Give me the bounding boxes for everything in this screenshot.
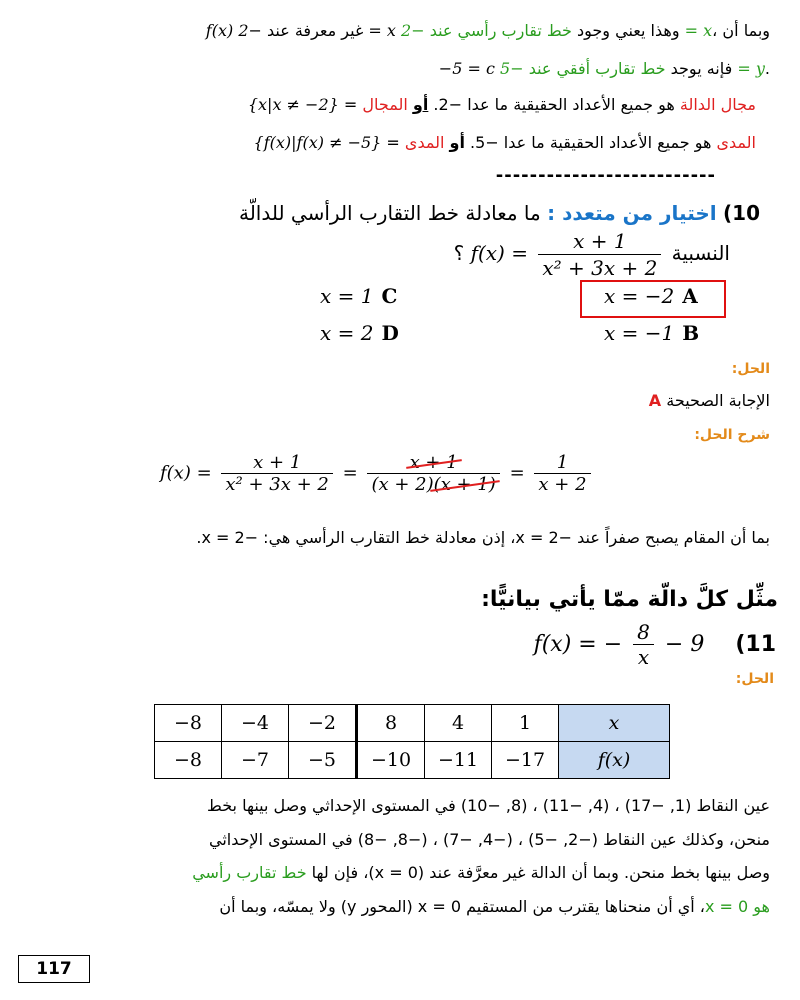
explanation-label: شرح الحل: <box>694 427 770 443</box>
question-11-solution-label: الحل: <box>735 671 774 687</box>
cancelled-numerator: x + 1 <box>409 452 458 473</box>
table-cell: −10 <box>357 742 425 779</box>
page-number: 117 <box>18 955 90 983</box>
table-cell: −4 <box>222 705 289 742</box>
question-11-line: f(x) = − $\frac{8}{x}$ − 9 (11 <box>533 620 776 669</box>
bottom-line-2: منحن، وكذلك عين النقاط (−2, −5) ، (−4, −7) ، (−8, −8) في المستوى الإحداثي <box>208 830 770 849</box>
question-10-formula: النسبية f(x) = $\frac{x + 1}{\text{x² + 3x + 2}}$ ؟ <box>453 229 730 280</box>
correct-answer-line: الإجابة الصحيحة A <box>648 391 770 410</box>
option-a[interactable]: x = −2 A <box>604 284 698 308</box>
values-table <box>154 704 670 779</box>
table-cell: −11 <box>425 742 492 779</box>
range-line: المدى هو جميع الأعداد الحقيقية ما عدا −5. أو المدى = {f(x)|f(x) ≠ −5} <box>253 133 756 152</box>
simplification-equation: f(x) = $\frac{x + 1}{\text{x² + 3x + 2}}$ = $\frac{x + 1}{(x + 2)(x + 1)}$ = $\frac{1}{x + 2}$ <box>160 452 595 495</box>
cancelled-factor: (x + 1) <box>433 474 496 495</box>
option-d[interactable]: x = 2 D <box>320 321 399 345</box>
table-row-x <box>155 705 670 742</box>
question-number: 10) <box>723 201 760 225</box>
table-cell: −8 <box>155 705 222 742</box>
table-cell: −5 <box>289 742 357 779</box>
table-cell: −17 <box>492 742 559 779</box>
table-cell: 1 <box>492 705 559 742</box>
intro-line-2: −5 = c فإنه يوجد خط تقارب أفقي عند −5 = y. <box>438 59 770 78</box>
domain-line: مجال الدالة هو جميع الأعداد الحقيقية ما عدا −2. أو المجال = {x|x ≠ −2} <box>247 95 756 114</box>
bottom-line-4: هو x = 0، أي أن منحناها يقترب من المستقيم x = 0 (المحور y) ولا يمسّه، وبما أن <box>219 897 770 916</box>
option-c[interactable]: x = 1 C <box>320 284 398 308</box>
question-11-number: (11 <box>735 631 776 657</box>
table-cell: 8 <box>357 705 425 742</box>
table-row-fx <box>155 742 670 779</box>
question-10-line <box>239 199 760 227</box>
question-text-2: النسبية <box>671 241 730 265</box>
conclusion-line: بما أن المقام يصبح صفراً عند −2 = x، إذن معادلة خط التقارب الرأسي هي: −2 = x. <box>196 528 770 547</box>
table-cell: −2 <box>289 705 357 742</box>
table-cell: 4 <box>425 705 492 742</box>
intro-line-1: f(x) غير معرفة عند −2 = x وهذا يعني وجود خط تقارب رأسي عند −2 = x، وبما أن <box>205 21 770 40</box>
bottom-line-1: عين النقاط (1, −17) ، (4, −11) ، (8, −10) في المستوى الإحداثي وصل بينها بخط <box>207 796 770 815</box>
solution-label: الحل: <box>731 361 770 377</box>
separator-dashes: -------------------------- <box>495 165 716 186</box>
table-cell: −8 <box>155 742 222 779</box>
question-text: ما معادلة خط التقارب الرأسي للدالّة <box>238 201 541 225</box>
table-header-x: x <box>559 705 670 742</box>
table-header-fx: f(x) <box>559 742 670 779</box>
table-cell: −7 <box>222 742 289 779</box>
correct-answer-letter: A <box>648 391 662 410</box>
bottom-line-3: وصل بينها بخط منحن. وبما أن الدالة غير معرَّفة عند (x = 0)، فإن لها خط تقارب رأسي <box>192 863 770 882</box>
question-fraction: $\frac{x + 1}{\text{x² + 3x + 2}}$ <box>538 228 661 281</box>
section-title: مثِّل كلَّ دالّة ممّا يأتي بيانيًّا: <box>481 587 778 612</box>
option-b[interactable]: x = −1 B <box>604 321 700 345</box>
multiple-choice-tag: اختيار من متعدد : <box>547 201 717 225</box>
